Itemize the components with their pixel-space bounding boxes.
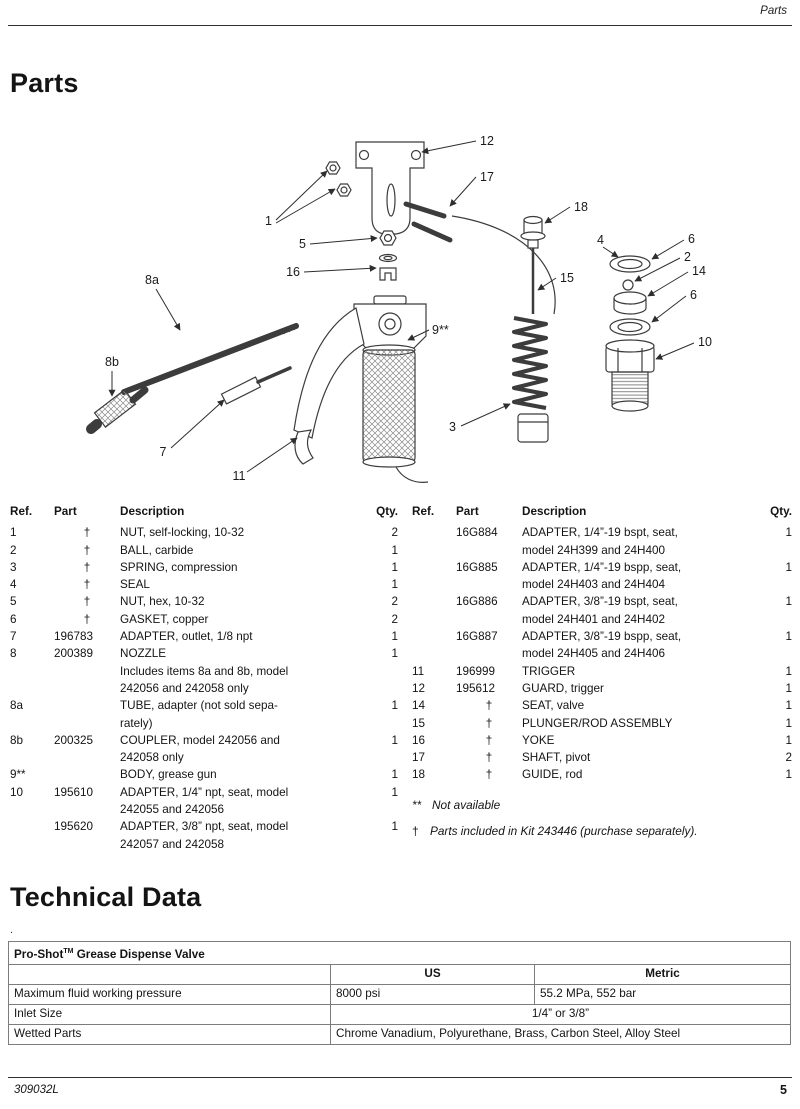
ref-number: 10 [10, 785, 24, 799]
callout-label: 15 [560, 271, 574, 285]
part-description: TRIGGER [522, 664, 576, 678]
leader-line [648, 272, 688, 296]
parts-tables [10, 503, 792, 853]
parts-table-line [412, 542, 792, 559]
callout-label: 16 [286, 265, 300, 279]
part-number [54, 715, 120, 732]
part-description: model 24H401 and 24H402 [522, 612, 665, 626]
ref-number [10, 749, 54, 766]
header-qty: Qty. [770, 505, 792, 518]
part-description: ADAPTER, 1/4” npt, seat, model [120, 785, 289, 799]
header-ref: Ref. [10, 505, 33, 518]
part-qty [764, 611, 792, 628]
callout-label: 18 [574, 200, 588, 214]
part-number: 195612 [456, 681, 496, 695]
part-description: Includes items 8a and 8b, model [120, 664, 289, 678]
leader-line [652, 240, 684, 259]
parts-table-right [412, 503, 792, 853]
parts-table-line [10, 611, 398, 628]
callout-label: 1 [265, 214, 272, 228]
running-head: Parts [760, 5, 787, 17]
parts-table-line [10, 559, 398, 576]
ref-number: 8 [10, 647, 17, 661]
part-description: BODY, grease gun [120, 768, 217, 782]
leader-line [656, 343, 694, 359]
inlet-value: 1/4” or 3/8” [331, 1004, 791, 1024]
part-number: † [485, 733, 493, 747]
seat-adapter-drawing [606, 340, 654, 411]
part-qty: 1 [785, 681, 792, 695]
parts-table-line [10, 818, 398, 835]
part-number [54, 680, 120, 697]
header-description: Description [522, 505, 587, 518]
callout-label: 8a [145, 273, 159, 287]
note-marker: ** [412, 797, 422, 812]
stray-period: . [10, 924, 14, 936]
wetted-label: Wetted Parts [9, 1024, 331, 1044]
leader-line [171, 400, 224, 448]
ref-number: 12 [412, 681, 426, 695]
ref-number: 8a [10, 699, 24, 713]
ref-number: 8b [10, 733, 24, 747]
part-number [54, 766, 120, 783]
product-name-suffix: Grease Dispense Valve [73, 947, 205, 961]
leader-line [276, 171, 327, 220]
part-number: † [485, 768, 493, 782]
technical-data-heading: Technical Data [10, 882, 202, 912]
parts-table-line [10, 593, 398, 610]
parts-table-line [412, 628, 792, 645]
header-part: Part [54, 505, 77, 518]
callout-label: 17 [480, 170, 494, 184]
callout-label: 5 [299, 237, 306, 251]
part-qty: 1 [391, 560, 398, 574]
ref-number [412, 576, 456, 593]
page-number: 5 [780, 1083, 787, 1097]
part-number: 195610 [54, 785, 94, 799]
part-description: 242057 and 242058 [120, 837, 224, 851]
leader-line [156, 289, 180, 330]
part-qty: 1 [391, 733, 398, 747]
part-description: ADAPTER, 3/8”-19 bspt, seat, [522, 595, 678, 609]
parts-table-header [10, 503, 398, 520]
callout-label: 7 [159, 445, 167, 459]
part-description: ADAPTER, 1/4”-19 bspp, seat, [522, 560, 682, 574]
part-description: COUPLER, model 242056 and [120, 733, 280, 747]
ref-number [412, 593, 456, 610]
note-text: Not available [432, 797, 501, 812]
part-description: rately) [120, 716, 153, 730]
ref-number [412, 645, 456, 662]
header-rule [8, 25, 792, 26]
part-qty: 1 [785, 768, 792, 782]
part-description: model 24H399 and 24H400 [522, 543, 665, 557]
part-description: SEAT, valve [522, 699, 585, 713]
part-number: 196999 [456, 664, 496, 678]
part-qty: 1 [391, 543, 398, 557]
parts-table-line [10, 628, 398, 645]
part-number: 16G887 [456, 630, 498, 644]
part-qty: 1 [785, 716, 792, 730]
part-number: † [485, 751, 493, 765]
footer-rule [8, 1077, 792, 1078]
part-number: 16G885 [456, 560, 498, 574]
part-qty [370, 663, 398, 680]
technical-data-table [8, 941, 791, 1045]
parts-table-line [412, 593, 792, 610]
ref-number [412, 524, 456, 541]
part-qty [370, 801, 398, 818]
note-kit [412, 823, 792, 840]
part-number [456, 542, 522, 559]
part-description: SHAFT, pivot [522, 751, 591, 765]
parts-table-header [412, 503, 792, 520]
callout-label: 6 [690, 288, 697, 302]
seat-stack-drawing [610, 256, 650, 335]
yoke-stack-drawing [380, 231, 397, 280]
parts-table-line [10, 801, 398, 818]
parts-table-line [10, 524, 398, 541]
part-qty [370, 680, 398, 697]
part-number [456, 611, 522, 628]
part-qty: 1 [391, 699, 398, 713]
part-description: YOKE [522, 733, 555, 747]
ref-number: 14 [412, 699, 426, 713]
part-description: PLUNGER/ROD ASSEMBLY [522, 716, 673, 730]
part-description: ADAPTER, 3/8”-19 bspp, seat, [522, 630, 682, 644]
part-description: model 24H405 and 24H406 [522, 647, 665, 661]
part-number: 200325 [54, 733, 94, 747]
spring-drawing [514, 318, 546, 408]
parts-table-line [412, 611, 792, 628]
part-number: 16G886 [456, 595, 498, 609]
tech-title-row [9, 942, 791, 965]
ref-number [10, 680, 54, 697]
guard-drawing [356, 142, 424, 234]
part-description: GUIDE, rod [522, 768, 583, 782]
us-column-header: US [331, 964, 535, 984]
part-qty: 1 [391, 785, 398, 799]
document-number: 309032L [14, 1084, 59, 1096]
gun-body-drawing [294, 296, 428, 482]
note-text: Parts included in Kit 243446 (purchase separately). [430, 824, 698, 839]
callout-label: 3 [449, 420, 456, 434]
part-qty: 2 [391, 595, 398, 609]
parts-table-line [412, 680, 792, 697]
callout-label: 4 [597, 233, 604, 247]
part-qty: 1 [785, 733, 792, 747]
part-number: † [83, 526, 91, 540]
parts-table-line [412, 645, 792, 662]
ref-number: 1 [10, 526, 17, 540]
part-number: † [83, 595, 91, 609]
empty-cell [9, 964, 331, 984]
dagger-symbol: † [412, 824, 419, 839]
parts-table-line [412, 559, 792, 576]
parts-table-line [412, 749, 792, 766]
callout-label: 8b [105, 355, 119, 369]
part-number: † [485, 699, 493, 713]
ref-number: 17 [412, 751, 426, 765]
product-name: Pro-Shot [14, 947, 64, 961]
part-description: TUBE, adapter (not sold sepa- [120, 699, 278, 713]
part-description: 242055 and 242056 [120, 803, 224, 817]
callout-label: 14 [692, 264, 706, 278]
pivot-pins-drawing [406, 204, 450, 240]
leader-line [304, 268, 376, 272]
part-qty: 2 [391, 612, 398, 626]
tube-drawing [124, 323, 297, 392]
part-number: 16G884 [456, 526, 498, 540]
ref-number: 3 [10, 560, 17, 574]
header-description: Description [120, 505, 185, 518]
parts-table-line [412, 715, 792, 732]
part-qty: 1 [785, 630, 792, 644]
part-number: † [83, 560, 91, 574]
parts-table-line [10, 680, 398, 697]
callout-label: 11 [232, 469, 246, 483]
parts-table-line [412, 732, 792, 749]
parts-table-line [10, 732, 398, 749]
part-description: ADAPTER, 3/8” npt, seat, model [120, 820, 289, 834]
part-number [456, 645, 522, 662]
leader-line [310, 238, 377, 244]
leader-line [652, 296, 686, 322]
tech-units-row [9, 964, 791, 984]
ref-number [10, 715, 54, 732]
part-qty: 2 [785, 751, 792, 765]
part-qty: 1 [785, 560, 792, 574]
parts-table-line [10, 715, 398, 732]
part-qty: 1 [391, 820, 398, 834]
ref-number [10, 663, 54, 680]
parts-table-line [412, 766, 792, 783]
ref-number [412, 611, 456, 628]
part-description: GASKET, copper [120, 612, 209, 626]
pressure-label: Maximum fluid working pressure [9, 984, 331, 1004]
part-qty: 1 [391, 647, 398, 661]
parts-table-line [10, 766, 398, 783]
leader-line [276, 189, 335, 223]
leader-line [247, 438, 297, 472]
ref-number: 18 [412, 768, 426, 782]
callout-label: 9** [432, 323, 449, 337]
ref-number: 11 [412, 664, 425, 678]
ref-number [412, 628, 456, 645]
note-not-available [412, 797, 792, 814]
part-qty: 1 [785, 699, 792, 713]
header-qty: Qty. [376, 505, 398, 518]
ref-number: 5 [10, 595, 17, 609]
leader-line [545, 207, 570, 223]
pressure-metric-value: 55.2 MPa, 552 bar [535, 984, 791, 1004]
part-description: SPRING, compression [120, 560, 238, 574]
part-qty [370, 749, 398, 766]
parts-table-line [10, 645, 398, 662]
parts-table-line [412, 524, 792, 541]
part-number: 200389 [54, 647, 94, 661]
part-number [54, 663, 120, 680]
parts-heading: Parts [10, 68, 79, 98]
part-qty: 2 [391, 526, 398, 540]
part-number: † [485, 716, 493, 730]
parts-table-line [10, 784, 398, 801]
trademark-symbol: TM [63, 947, 74, 955]
wetted-value: Chrome Vanadium, Polyurethane, Brass, Carbon Steel, Alloy Steel [331, 1024, 791, 1044]
part-number [54, 801, 120, 818]
ref-number [10, 801, 54, 818]
parts-table-line [10, 697, 398, 714]
callout-label: 10 [698, 335, 712, 349]
outlet-adapter-drawing [222, 368, 291, 404]
part-number [456, 576, 522, 593]
coupler-drawing [91, 390, 145, 429]
part-description: GUARD, trigger [522, 681, 604, 695]
ref-number: 2 [10, 543, 17, 557]
ref-number: 16 [412, 733, 426, 747]
parts-table-line [10, 576, 398, 593]
parts-table-line [412, 576, 792, 593]
parts-rows-left [10, 524, 398, 853]
part-number [54, 836, 120, 853]
metric-column-header: Metric [535, 964, 791, 984]
part-qty [370, 836, 398, 853]
tech-inlet-row [9, 1004, 791, 1024]
part-description: NUT, self-locking, 10-32 [120, 526, 245, 540]
part-number [54, 749, 120, 766]
callout-label: 6 [688, 232, 695, 246]
part-qty: 1 [785, 595, 792, 609]
part-description: NOZZLE [120, 647, 167, 661]
part-number: 196783 [54, 630, 94, 644]
parts-table-line [10, 749, 398, 766]
callout-label: 12 [480, 134, 494, 148]
leader-line [450, 177, 476, 206]
ref-number: 15 [412, 716, 426, 730]
tech-wetted-row [9, 1024, 791, 1044]
leader-line [422, 141, 476, 152]
nuts-drawing [326, 162, 351, 196]
part-description: 242058 only [120, 751, 184, 765]
ref-number: 9** [10, 768, 26, 782]
part-description: NUT, hex, 10-32 [120, 595, 205, 609]
part-number: † [83, 543, 91, 557]
parts-table-line [10, 542, 398, 559]
ref-number: 6 [10, 612, 17, 626]
exploded-parts-diagram [0, 118, 800, 503]
inlet-label: Inlet Size [9, 1004, 331, 1024]
parts-rows-right [412, 524, 792, 783]
part-qty: 1 [391, 578, 398, 592]
ref-number [412, 559, 456, 576]
part-description: BALL, carbide [120, 543, 194, 557]
part-number: 195620 [54, 820, 94, 834]
part-description: SEAL [120, 578, 150, 592]
header-part: Part [456, 505, 479, 518]
part-qty: 1 [785, 664, 792, 678]
ref-number [412, 542, 456, 559]
part-description: ADAPTER, outlet, 1/8 npt [120, 630, 253, 644]
ref-number: 7 [10, 630, 17, 644]
part-description: model 24H403 and 24H404 [522, 578, 665, 592]
part-number: † [83, 578, 91, 592]
parts-table-line [10, 663, 398, 680]
tech-pressure-row [9, 984, 791, 1004]
part-qty [764, 576, 792, 593]
part-qty: 1 [391, 630, 398, 644]
part-number [54, 697, 120, 714]
part-number: † [83, 612, 91, 626]
leader-line [461, 404, 510, 426]
part-qty [764, 645, 792, 662]
ref-number [10, 836, 54, 853]
parts-table-line [412, 663, 792, 680]
ref-number [10, 818, 54, 835]
parts-table-left [10, 503, 398, 853]
parts-table-line [412, 697, 792, 714]
callout-label: 2 [684, 250, 691, 264]
part-description: ADAPTER, 1/4”-19 bspt, seat, [522, 526, 678, 540]
header-ref: Ref. [412, 505, 435, 518]
pressure-us-value: 8000 psi [331, 984, 535, 1004]
part-qty [370, 715, 398, 732]
leader-line [603, 247, 618, 257]
part-qty: 1 [785, 526, 792, 540]
part-description: 242056 and 242058 only [120, 681, 249, 695]
parts-table-line [10, 836, 398, 853]
part-qty: 1 [391, 768, 398, 782]
part-qty [764, 542, 792, 559]
parts-notes [412, 797, 792, 841]
ref-number: 4 [10, 578, 17, 592]
tech-table-title [9, 942, 791, 965]
